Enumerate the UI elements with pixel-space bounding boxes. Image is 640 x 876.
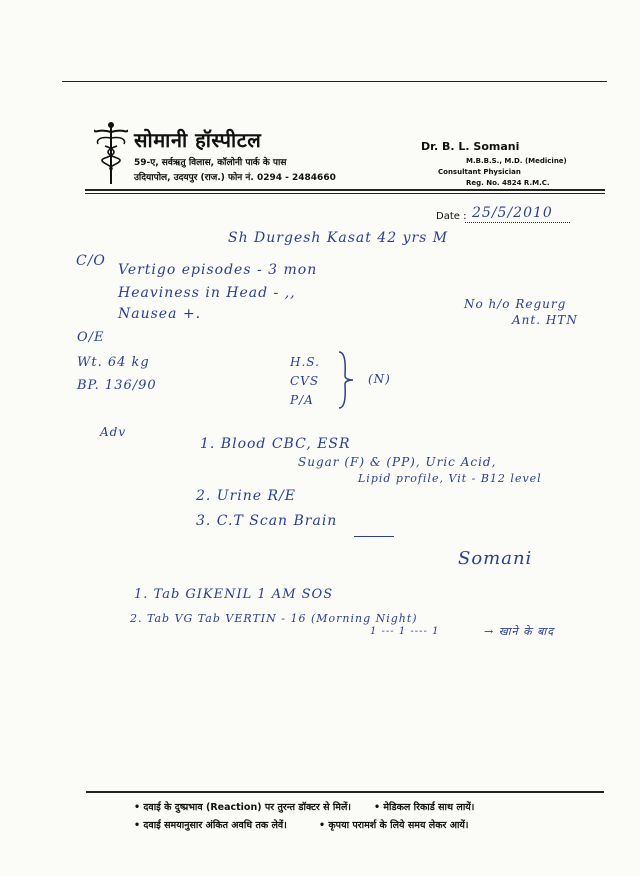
adv-label: Adv <box>100 425 127 439</box>
underline-mark <box>354 536 394 537</box>
footer-note: • दवाई समयानुसार अंकित अवधि तक लेवें। <box>134 820 287 831</box>
hospital-address-line2: उदियापोल, उदयपुर (राज.) फोन नं. 0294 - 2484660 <box>134 173 336 183</box>
investigation: Sugar (F) & (PP), Uric Acid, <box>298 455 497 469</box>
doctor-title: Consultant Physician <box>438 168 521 176</box>
side-note: Ant. HTN <box>512 313 578 327</box>
investigation: 2. Urine R/E <box>196 488 297 504</box>
system-exam: CVS <box>290 374 320 388</box>
date-label: Date : <box>436 211 467 222</box>
medication: 2. Tab VG Tab VERTIN - 16 (Morning Night) <box>130 612 418 625</box>
header-rule <box>85 189 605 191</box>
date-line <box>465 222 570 223</box>
medication-note: → खाने के बाद <box>484 625 555 638</box>
complaint: Nausea +. <box>118 306 202 322</box>
complaint: Vertigo episodes - 3 mon <box>118 262 318 278</box>
doctor-reg: Reg. No. 4824 R.M.C. <box>466 179 550 187</box>
top-rule <box>62 81 607 82</box>
footer-note: • मेडिकल रिकार्ड साथ लायें। <box>374 802 475 813</box>
vital: BP. 136/90 <box>77 378 157 393</box>
system-exam: P/A <box>290 393 314 407</box>
patient-name: Sh Durgesh Kasat 42 yrs M <box>228 230 449 246</box>
footer-rule <box>86 791 604 793</box>
system-result: (N) <box>368 372 391 386</box>
header-rule-thin <box>85 193 605 194</box>
caduceus-logo-icon <box>94 120 128 186</box>
complaint: Heaviness in Head - ,, <box>118 285 296 301</box>
footer-note: • दवाई के दुष्प्रभाव (Reaction) पर तुरन्त डॉक्टर से मिलें। <box>134 802 352 813</box>
vital: Wt. 64 kg <box>77 355 150 370</box>
investigation: 1. Blood CBC, ESR <box>200 436 351 452</box>
co-label: C/O <box>76 253 106 269</box>
oe-label: O/E <box>77 330 105 345</box>
hospital-name: सोमानी हॉस्पीटल <box>134 128 262 152</box>
date-value: 25/5/2010 <box>472 205 553 221</box>
doctor-name: Dr. B. L. Somani <box>421 140 520 153</box>
investigation: 3. C.T Scan Brain <box>196 513 338 529</box>
footer-note: • कृपया परामर्श के लिये समय लेकर आयें। <box>319 820 469 831</box>
hospital-address-line1: 59-ए, सर्वऋतु विलास, कॉलोनी पार्क के पास <box>134 158 287 168</box>
medication: 1. Tab GIKENIL 1 AM SOS <box>134 587 334 602</box>
system-exam: H.S. <box>290 355 320 369</box>
doctor-degree: M.B.B.S., M.D. (Medicine) <box>466 157 567 165</box>
doctor-signature: Somani <box>458 548 533 569</box>
side-note: No h/o Regurg <box>464 297 567 311</box>
investigation: Lipid profile, Vit - B12 level <box>358 472 542 485</box>
medication-dose: 1 --- 1 ---- 1 <box>370 626 440 637</box>
brace-icon <box>335 350 355 414</box>
